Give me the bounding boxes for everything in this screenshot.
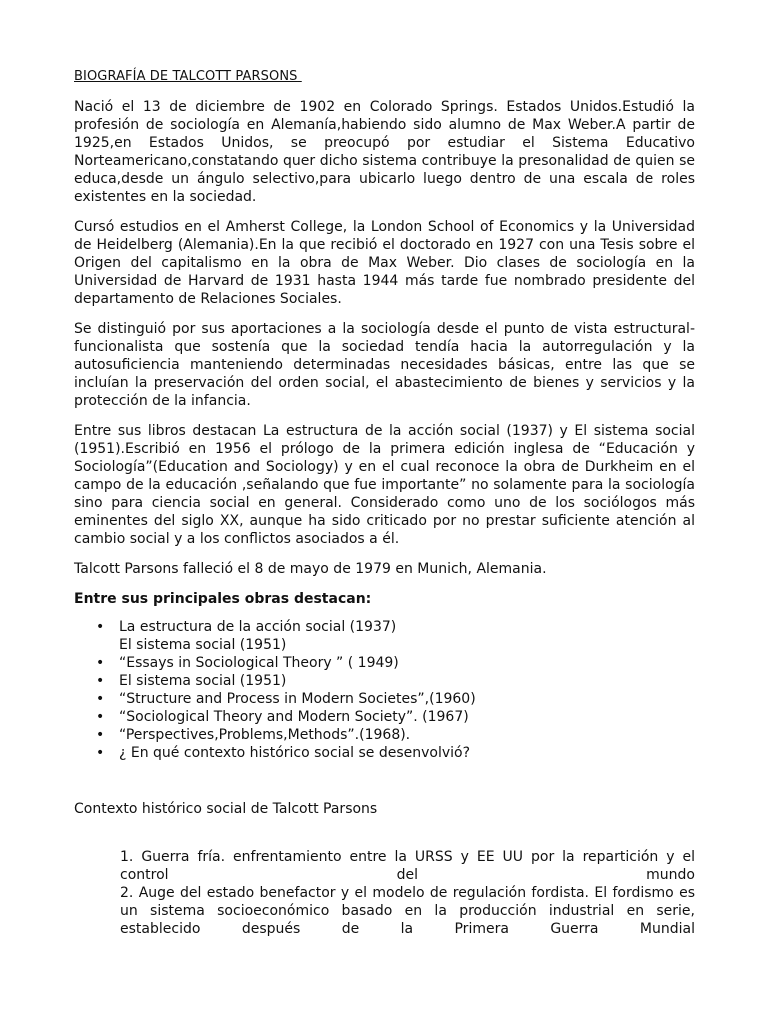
list-item xyxy=(74,672,695,690)
document-title-text: BIOGRAFÍA DE TALCOTT PARSONS xyxy=(74,69,298,84)
list-item xyxy=(74,654,695,672)
bullet-icon: • xyxy=(96,673,105,689)
paragraph-contributions: Se distinguió por sus aportaciones a la sociología desde el punto de vista estructural-funcionalista que sostenía que la sociedad tendía hacia la autorregulación y la autosuficiencia manteniendo determinadas necesidades básicas, entre las que se incluían la preservación del orden social, el abastecimiento de bienes y servicios y la protección de la infancia. xyxy=(74,321,695,409)
bullet-icon: • xyxy=(96,691,105,707)
context-item-welfare-state: 2. Auge del estado benefactor y el modelo de regulación fordista. El fordismo es un sistema socioeconómico basado en la producción industrial en serie, establecido después de la Primera Guerra Mundial xyxy=(120,885,695,937)
paragraph-death: Talcott Parsons falleció el 8 de mayo de 1979 en Munich, Alemania. xyxy=(74,561,547,577)
paragraph-books: Entre sus libros destacan La estructura de la acción social (1937) y El sistema social (1951).Escribió en 1956 el prólogo de la primera edición inglesa de “Educación y Sociología”(Education and Sociology) y en el cual reconoce la obra de Durkheim en el campo de la educación ,señalando que fue importante” no solamente para la sociología sino para ciencia social en general. Considerado como uno de los sociólogos más eminentes del siglo XX, aunque ha sido criticado por no prestar suficiente atención al cambio social y a los conflictos asociados a él. xyxy=(74,423,695,547)
works-list xyxy=(74,618,695,762)
context-title: Contexto histórico social de Talcott Parsons xyxy=(74,801,378,817)
list-item-text: “Structure and Process in Modern Societes”,(1960) xyxy=(119,691,476,707)
bullet-icon: • xyxy=(96,727,105,743)
list-item-text: “Sociological Theory and Modern Society”. (1967) xyxy=(119,709,469,725)
list-item xyxy=(74,744,695,762)
bullet-icon: • xyxy=(96,709,105,725)
list-item-text: El sistema social (1951) xyxy=(119,673,287,689)
document-title xyxy=(74,68,695,86)
context-item-cold-war: 1. Guerra fría. enfrentamiento entre la URSS y EE UU por la repartición y el control del mundo xyxy=(120,849,695,883)
list-item-subtext: El sistema social (1951) xyxy=(119,637,287,653)
paragraph-birth: Nació el 13 de diciembre de 1902 en Colorado Springs. Estados Unidos.Estudió la profesión de sociología en Alemanía,habiendo sido alumno de Max Weber.A partir de 1925,en Estados Unidos, se preocupó por estudiar el Sistema Educativo Norteamericano,constatando quer dicho sistema contribuye la presonalidad de quien se educa,desde un ángulo selectivo,para ubicarlo luego dentro de una escala de roles existentes en la sociedad. xyxy=(74,99,695,205)
list-item-text: “Essays in Sociological Theory ” ( 1949) xyxy=(119,655,399,671)
bullet-icon: • xyxy=(96,655,105,671)
context-list xyxy=(120,848,695,938)
list-item xyxy=(74,618,695,654)
title-underline-pad xyxy=(298,68,346,86)
list-item xyxy=(74,690,695,708)
list-item-text: ¿ En qué contexto histórico social se desenvolvió? xyxy=(119,745,471,761)
bullet-icon: • xyxy=(96,619,105,635)
document-body xyxy=(74,68,695,938)
works-heading: Entre sus principales obras destacan: xyxy=(74,591,372,607)
list-item-text: “Perspectives,Problems,Methods”.(1968). xyxy=(119,727,411,743)
list-item xyxy=(74,726,695,744)
bullet-icon: • xyxy=(96,745,105,761)
list-item-text: La estructura de la acción social (1937) xyxy=(119,619,397,635)
paragraph-studies: Cursó estudios en el Amherst College, la London School of Economics y la Universidad de Heidelberg (Alemania).En la que recibió el doctorado en 1927 con una Tesis sobre el Origen del capitalismo en la obra de Max Weber. Dio clases de sociología en la Universidad de Harvard de 1931 hasta 1944 más tarde fue nombrado presidente del departamento de Relaciones Sociales. xyxy=(74,219,695,307)
list-item xyxy=(74,708,695,726)
